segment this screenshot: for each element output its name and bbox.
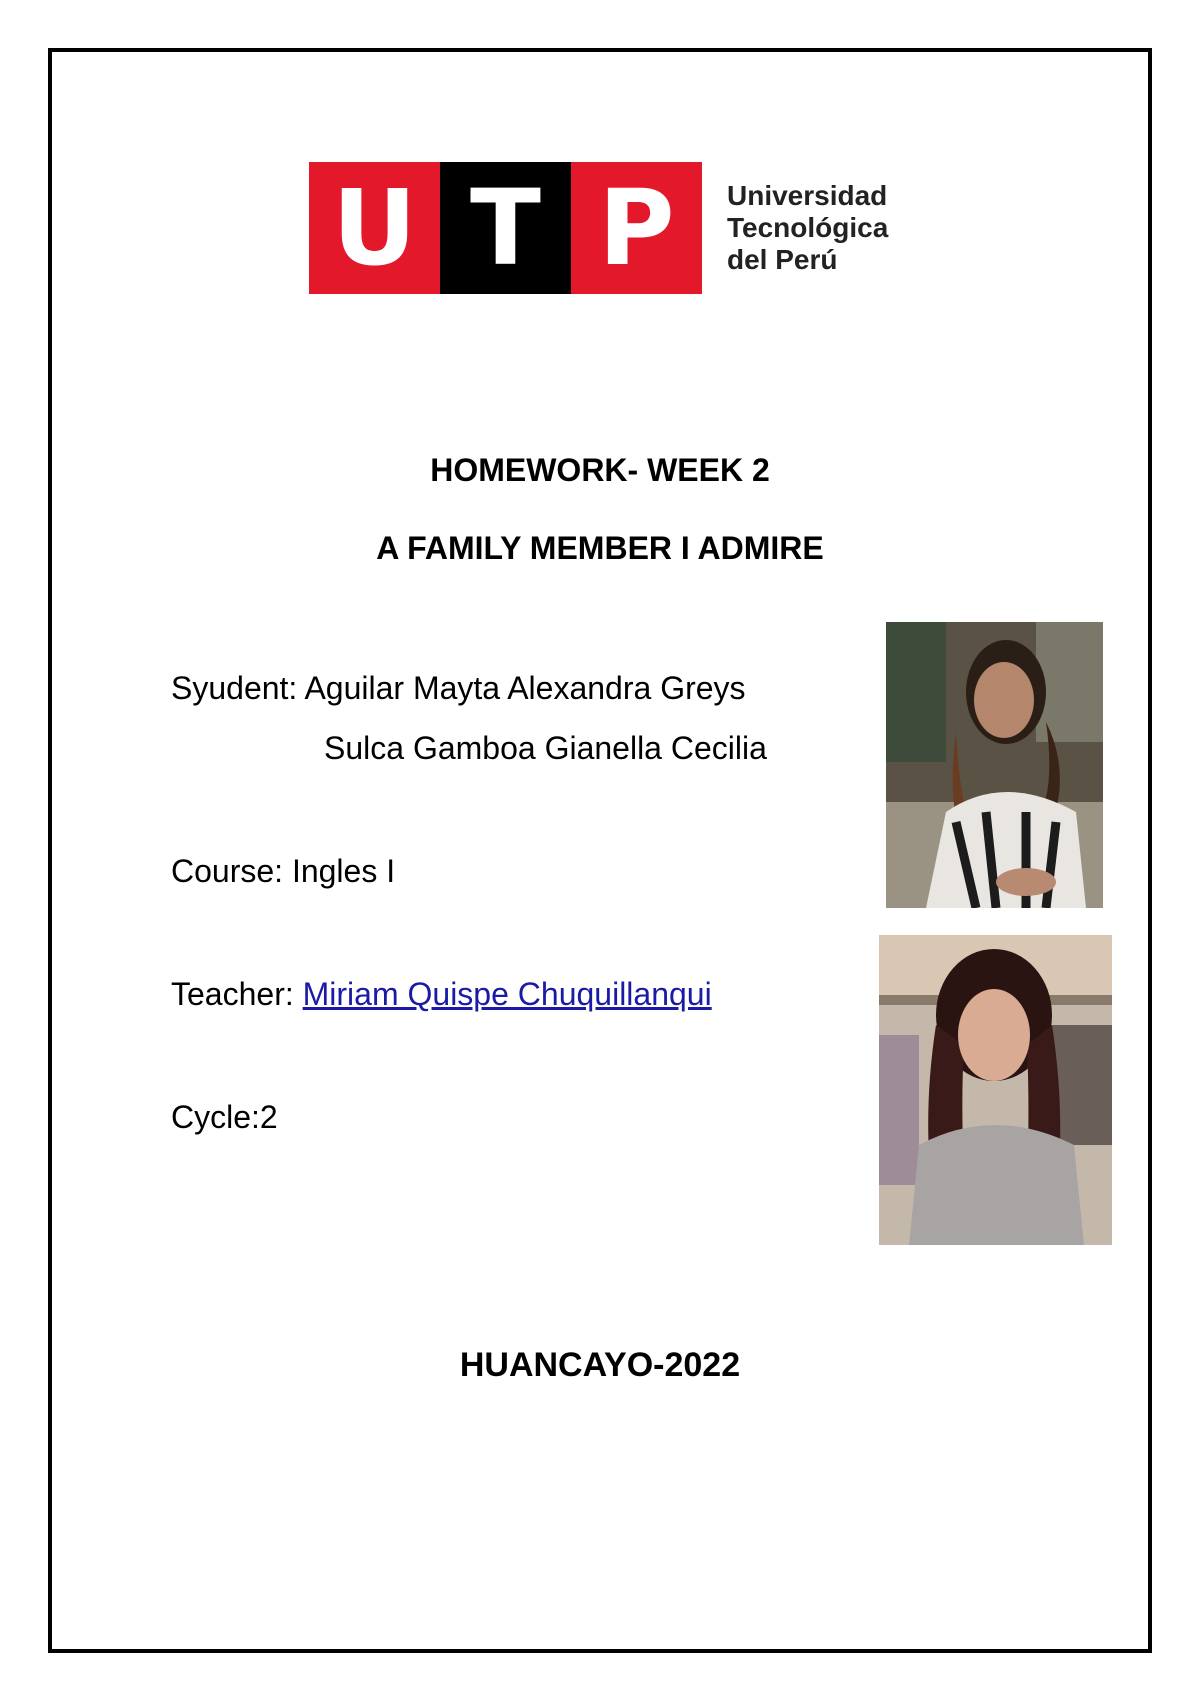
utp-logo <box>309 162 909 294</box>
logo-letter-p: P <box>571 162 702 294</box>
logo-name-line-1: Universidad <box>727 180 888 211</box>
logo-letter-t: T <box>440 162 571 294</box>
course-label: Course: <box>171 853 292 889</box>
cycle-value: 2 <box>259 1099 278 1135</box>
course-value: Ingles I <box>291 853 396 889</box>
cycle-row <box>171 1097 278 1137</box>
teacher-link[interactable]: Miriam Quispe Chuquillanqui <box>302 976 712 1012</box>
logo-name-line-2: Tecnológica <box>727 212 889 243</box>
homework-title: HOMEWORK- WEEK 2 <box>430 452 770 488</box>
course-row <box>171 851 395 891</box>
logo-letter-u: U <box>309 162 440 294</box>
student-label: Syudent: <box>171 670 305 706</box>
student-photo-1 <box>886 622 1103 908</box>
city-year: HUANCAYO-2022 <box>459 1346 741 1384</box>
student-name-1: Aguilar Mayta Alexandra Greys <box>304 670 746 706</box>
logo-name-line-3: del Perú <box>727 244 838 275</box>
student-row <box>171 668 746 708</box>
homework-subtitle: A FAMILY MEMBER I ADMIRE <box>376 530 824 566</box>
student-photo-2 <box>879 935 1112 1245</box>
cycle-label: Cycle: <box>171 1099 260 1135</box>
student-name-2: Sulca Gamboa Gianella Cecilia <box>324 730 767 766</box>
teacher-label: Teacher: <box>171 976 303 1012</box>
logo-university-name <box>727 180 888 276</box>
teacher-row <box>171 974 712 1014</box>
